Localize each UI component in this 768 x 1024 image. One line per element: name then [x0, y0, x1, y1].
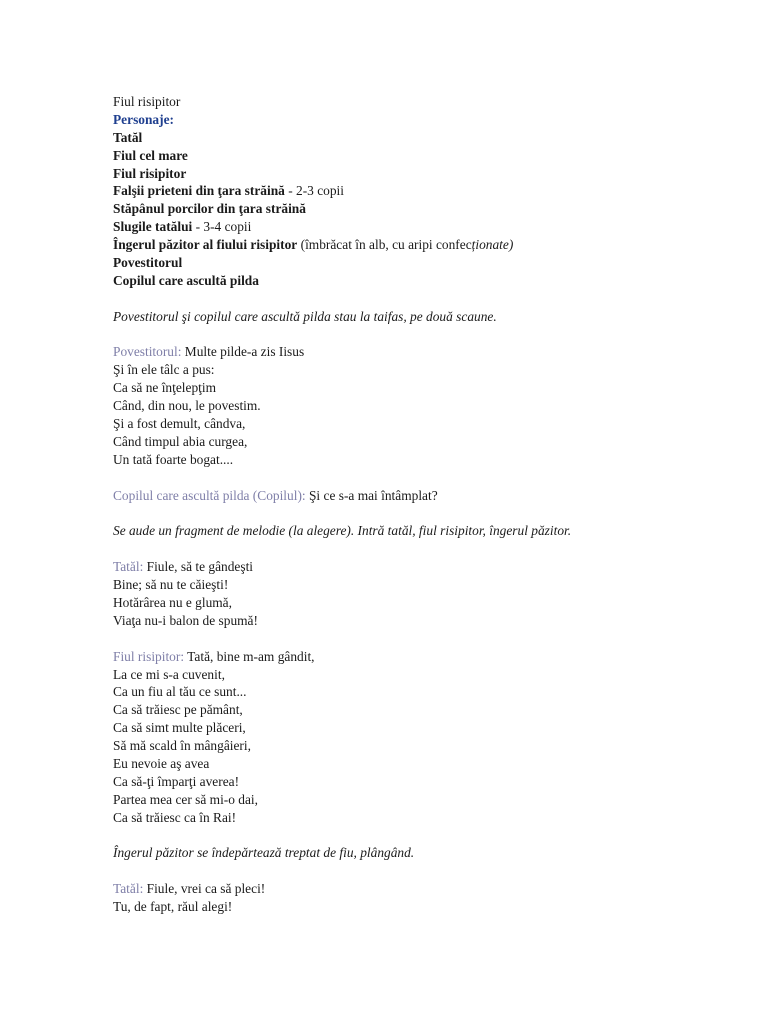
character-stapanul: Stăpânul porcilor din ţara străină — [113, 201, 306, 217]
stage-direction: Îngerul păzitor se îndepărtează treptat de fiu, plângând. — [113, 845, 415, 861]
speaker-label: Tatăl: — [113, 881, 144, 897]
character-note: (îmbrăcat în alb, cu aripi confec — [297, 237, 472, 253]
character-tatal: Tatăl — [113, 129, 143, 145]
speaker-label: Fiul risipitor: — [113, 648, 185, 664]
character-note-italic: ționate) — [471, 237, 514, 253]
dialogue-line: Hotărârea nu e glumă, — [113, 594, 232, 610]
character-note: - 3-4 copii — [192, 219, 252, 235]
dialogue-first-line — [113, 487, 713, 505]
speaker-label: Tatăl: — [113, 559, 144, 575]
character-fiul-risipitor: Fiul risipitor — [113, 165, 187, 181]
dialogue-line: Ca să-ţi împarţi averea! — [113, 773, 240, 789]
character-note: - 2-3 copii — [284, 183, 344, 199]
dialogue-line: Când timpul abia curgea, — [113, 433, 248, 449]
dialogue-line: Eu nevoie aş avea — [113, 755, 210, 771]
dialogue-first-line — [113, 648, 713, 666]
dialogue-line: Ca să trăiesc pe pământ, — [113, 702, 243, 718]
character-povestitorul: Povestitorul — [113, 255, 183, 271]
character-copilul: Copilul care ascultă pilda — [113, 272, 259, 288]
character-name: Îngerul păzitor al fiului risipitor — [113, 237, 298, 253]
dialogue-line: Tu, de fapt, răul alegi! — [113, 899, 233, 915]
document-title: Fiul risipitor — [113, 94, 181, 109]
dialogue-text: Fiule, să te gândeşti — [143, 559, 254, 575]
speaker-label: Copilul care ascultă pilda (Copilul): — [113, 487, 306, 503]
dialogue-line: La ce mi s-a cuvenit, — [113, 666, 225, 682]
dialogue-text: Tată, bine m-am gândit, — [184, 648, 315, 664]
dialogue-line: Când, din nou, le povestim. — [113, 398, 261, 414]
character-fiul-mare: Fiul cel mare — [113, 147, 188, 163]
dialogue-line: Şi a fost demult, cândva, — [113, 416, 246, 432]
dialogue-line: Viaţa nu-i balon de spumă! — [113, 612, 258, 628]
character-name: Falşii prieteni din ţara străină — [113, 183, 285, 199]
dialogue-line: Ca un fiu al tău ce sunt... — [113, 684, 247, 700]
dialogue-line: Şi în ele tâlc a pus: — [113, 362, 215, 378]
dialogue-line: Ca să ne înţelepţim — [113, 380, 217, 396]
dialogue-line: Bine; să nu te căieşti! — [113, 577, 229, 593]
character-name: Slugile tatălui — [113, 219, 193, 235]
dialogue-first-line — [113, 880, 713, 898]
document-body — [113, 93, 713, 916]
dialogue-text: Şi ce s-a mai întâmplat? — [305, 487, 438, 503]
dialogue-first-line — [113, 343, 713, 361]
dialogue-line: Partea mea cer să mi-o dai, — [113, 791, 258, 807]
stage-direction: Se aude un fragment de melodie (la alegere). Intră tatăl, fiul risipitor, îngerul păzitor. — [113, 523, 572, 539]
character-falsii-prieteni — [113, 182, 713, 200]
stage-direction: Povestitorul şi copilul care ascultă pilda stau la taifas, pe două scaune. — [113, 308, 497, 324]
dialogue-line: Ca să trăiesc ca în Rai! — [113, 809, 237, 825]
dialogue-line: Un tată foarte bogat.... — [113, 451, 234, 467]
dialogue-line: Ca să simt multe plăceri, — [113, 720, 246, 736]
dialogue-line: Să mă scald în mângâieri, — [113, 738, 251, 754]
character-ingerul — [113, 236, 713, 254]
personaje-heading: Personaje: — [113, 111, 174, 127]
dialogue-first-line — [113, 558, 713, 576]
character-slugile — [113, 218, 713, 236]
dialogue-text: Fiule, vrei ca să pleci! — [143, 881, 266, 897]
speaker-label: Povestitorul: — [113, 344, 182, 360]
dialogue-text: Multe pilde-a zis Iisus — [181, 344, 305, 360]
